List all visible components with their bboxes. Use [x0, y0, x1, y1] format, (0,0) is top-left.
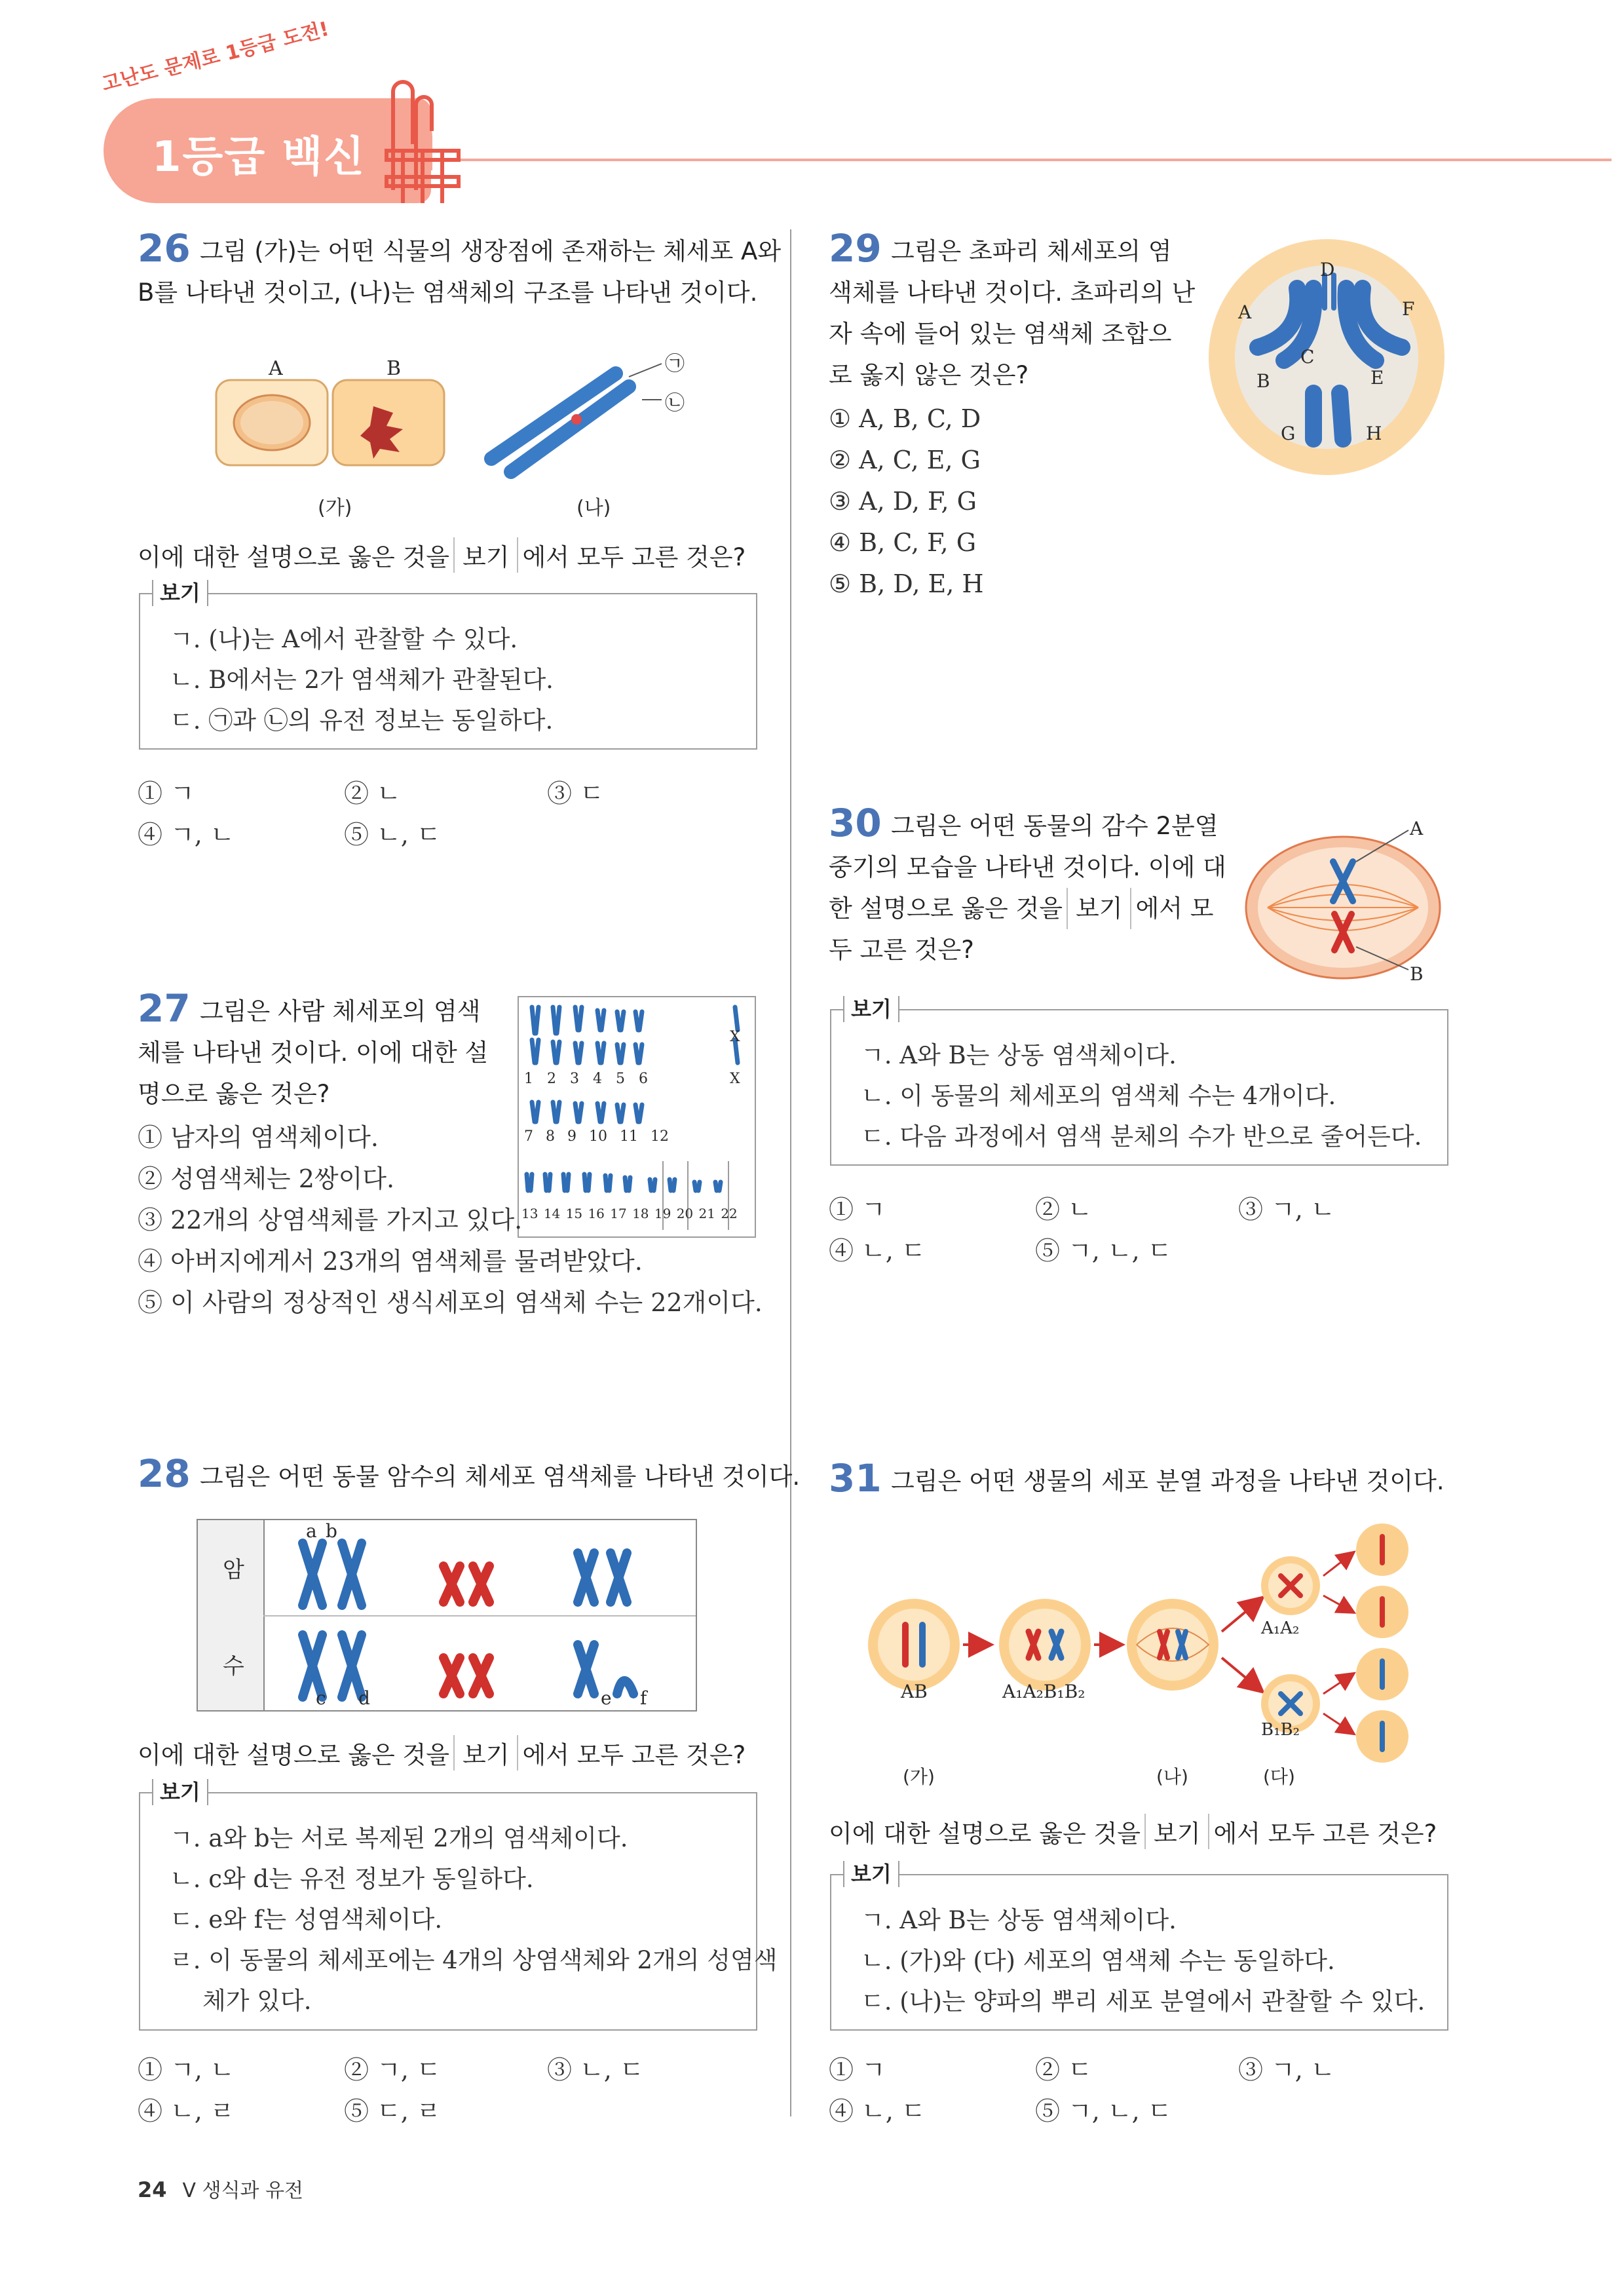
q31-fig-ab: AB: [901, 1681, 928, 1702]
q29-fig-f: F: [1402, 298, 1415, 320]
q28-figure: [197, 1519, 697, 1712]
q29-fig-b: B: [1256, 370, 1270, 392]
q27-line-3: 명으로 옳은 것은?: [138, 1080, 330, 1108]
karyo-num: 16: [588, 1206, 605, 1221]
q27-karyotype-chromosomes: [519, 997, 755, 1236]
karyo-num: 4: [593, 1071, 602, 1087]
q28-prompt: [138, 1735, 746, 1770]
karyo-num: 2: [547, 1071, 556, 1087]
q31-fig-na: (나): [1156, 1766, 1188, 1788]
q28-label-c: c: [316, 1687, 326, 1709]
q29-option-1[interactable]: ① A, B, C, D: [829, 404, 981, 433]
q30-item-2: ㄴ. 이 동물의 체세포의 염색체 수는 4개이다.: [861, 1082, 1336, 1110]
q31-option-1[interactable]: ① ㄱ: [829, 2056, 886, 2084]
q28-row-male: 수: [223, 1653, 244, 1679]
q30-line-4: 두 고른 것은?: [829, 936, 974, 964]
q30-line-3-box: 보기: [1067, 888, 1131, 929]
karyo-num: 13: [521, 1206, 538, 1221]
q28-label-f: f: [640, 1687, 647, 1709]
q28-label-d: d: [358, 1687, 370, 1709]
q29-fig-c: C: [1300, 346, 1315, 368]
q28-label-e: e: [601, 1687, 612, 1709]
q28-bogi-label: 보기: [152, 1779, 208, 1805]
q30-line-3: [829, 888, 1213, 929]
q29-line-3: 자 속에 들어 있는 염색체 조합으: [829, 320, 1172, 348]
q26-mark-2: ㉡: [665, 392, 685, 415]
q31-bogi-label: 보기: [843, 1861, 899, 1887]
q28-item-3: ㄷ. e와 f는 성염색체이다.: [170, 1905, 443, 1934]
q30-figure: [1241, 822, 1451, 986]
q27-option-1[interactable]: ① 남자의 염색체이다.: [138, 1123, 379, 1152]
q29-option-4[interactable]: ④ B, C, F, G: [829, 528, 977, 557]
q28-option-5[interactable]: ⑤ ㄷ, ㄹ: [344, 2097, 441, 2126]
q31-fig-ga: (가): [903, 1766, 935, 1788]
q27-karyo-row1-numbers: [524, 1071, 648, 1087]
q29-option-2[interactable]: ② A, C, E, G: [829, 446, 981, 474]
q29-fig-a: A: [1238, 301, 1252, 323]
q27-option-2[interactable]: ② 성염색체는 2쌍이다.: [138, 1164, 395, 1193]
q31-number: 31: [829, 1456, 882, 1501]
q26-item-1: ㄱ. (나)는 A에서 관찰할 수 있다.: [170, 625, 518, 653]
q29-line-4: 로 옳지 않은 것은?: [829, 361, 1029, 389]
q30-line-3-pre: 한 설명으로 옳은 것을: [829, 894, 1063, 923]
q27-option-4[interactable]: ④ 아버지에게서 23개의 염색체를 물려받았다.: [138, 1247, 643, 1276]
karyo-num: 1: [524, 1071, 533, 1087]
q29-fig-d: D: [1320, 259, 1335, 280]
q28-prompt-post: 에서 모두 고른 것은?: [522, 1741, 746, 1769]
q26-option-4[interactable]: ④ ㄱ, ㄴ: [138, 820, 235, 849]
q30-number: 30: [829, 801, 882, 845]
q26-prompt-pre: 이에 대한 설명으로 옳은 것을: [138, 543, 449, 571]
q27-karyo-x2: X: [730, 1071, 740, 1087]
header-title: 1등급 백신: [152, 133, 366, 182]
q30-option-5[interactable]: ⑤ ㄱ, ㄴ, ㄷ: [1035, 1236, 1172, 1265]
q28-bogi-box: [139, 1780, 778, 2031]
q28-item-2: ㄴ. c와 d는 유전 정보가 동일하다.: [170, 1865, 534, 1893]
q29-option-3[interactable]: ③ A, D, F, G: [829, 487, 977, 516]
q27-karyo-x1: X: [730, 1029, 740, 1045]
karyo-num: 12: [651, 1128, 669, 1145]
karyo-num: 14: [543, 1206, 561, 1221]
karyo-num: 11: [620, 1128, 638, 1145]
q28-line-1: 그림은 어떤 동물 암수의 체세포 염색체를 나타낸 것이다.: [200, 1463, 801, 1491]
q26-line-1: 그림 (가)는 어떤 식물의 생장점에 존재하는 체세포 A와: [200, 237, 782, 265]
q26-item-3: ㄷ. ㉠과 ㉡의 유전 정보는 동일하다.: [170, 706, 554, 735]
q31-item-3: ㄷ. (나)는 양파의 뿌리 세포 분열에서 관찰할 수 있다.: [861, 1987, 1426, 2016]
q26-label-na: (나): [576, 497, 611, 520]
q27-line-2: 체를 나타낸 것이다. 이에 대한 설: [138, 1039, 489, 1067]
test-tube-icon: [367, 66, 478, 210]
q29-number: 29: [829, 226, 882, 271]
q26-label-b: B: [387, 357, 402, 380]
q26-prompt: [138, 537, 746, 573]
header-rule: [419, 159, 1612, 161]
q31-prompt: [829, 1814, 1437, 1849]
karyo-num: 9: [567, 1128, 576, 1145]
chapter-title: V 생식과 유전: [182, 2179, 304, 2202]
q26-option-1[interactable]: ① ㄱ: [138, 779, 195, 808]
q28-prompt-pre: 이에 대한 설명으로 옳은 것을: [138, 1741, 449, 1769]
q26-prompt-post: 에서 모두 고른 것은?: [522, 543, 746, 571]
page-number: 24: [138, 2177, 167, 2202]
q26-option-2[interactable]: ② ㄴ: [344, 779, 401, 808]
q30-bogi-label: 보기: [843, 996, 899, 1022]
q29-fig-h: H: [1366, 423, 1382, 444]
q28-chromosomes: [263, 1520, 696, 1710]
q27-line-1: 그림은 사람 체세포의 염색: [200, 997, 481, 1025]
q28-option-1[interactable]: ① ㄱ, ㄴ: [138, 2056, 235, 2084]
q31-prompt-box: 보기: [1144, 1814, 1209, 1849]
q26-label-a: A: [269, 357, 283, 380]
q27-option-3[interactable]: ③ 22개의 상염색체를 가지고 있다.: [138, 1206, 523, 1234]
karyo-num: 21: [698, 1206, 715, 1221]
q31-fig-b1b2: B₁B₂: [1261, 1720, 1300, 1740]
q29-line-1: 그림은 초파리 체세포의 염: [891, 237, 1172, 265]
q26-number: 26: [138, 226, 191, 271]
q27-karyotype: [518, 996, 756, 1238]
q26-bogi-label: 보기: [152, 580, 208, 606]
q26-label-ga: (가): [318, 497, 352, 520]
q26-line-2: B를 나타낸 것이고, (나)는 염색체의 구조를 나타낸 것이다.: [138, 278, 758, 307]
q31-prompt-pre: 이에 대한 설명으로 옳은 것을: [829, 1820, 1141, 1848]
q31-option-5[interactable]: ⑤ ㄱ, ㄴ, ㄷ: [1035, 2097, 1172, 2126]
q30-item-3: ㄷ. 다음 과정에서 염색 분체의 수가 반으로 줄어든다.: [861, 1122, 1422, 1151]
q31-item-1: ㄱ. A와 B는 상동 염색체이다.: [861, 1906, 1177, 1934]
column-divider: [790, 229, 791, 2116]
q26-bogi-box: [139, 581, 757, 750]
q28-option-2[interactable]: ② ㄱ, ㄷ: [344, 2056, 441, 2084]
q26-prompt-box: 보기: [453, 537, 518, 573]
q30-option-2[interactable]: ② ㄴ: [1035, 1195, 1092, 1224]
q31-option-2[interactable]: ② ㄷ: [1035, 2056, 1092, 2084]
q28-option-3[interactable]: ③ ㄴ, ㄷ: [547, 2056, 644, 2084]
q28-label-b: b: [326, 1520, 337, 1542]
karyo-num: 8: [546, 1128, 555, 1145]
q30-item-1: ㄱ. A와 B는 상동 염색체이다.: [861, 1041, 1177, 1069]
q30-bogi-box: [830, 997, 1448, 1166]
q26-figure: [210, 347, 708, 518]
q31-prompt-post: 에서 모두 고른 것은?: [1213, 1820, 1437, 1848]
karyo-num: 15: [565, 1206, 583, 1221]
q29-fig-g: G: [1281, 423, 1296, 444]
q27-option-5[interactable]: ⑤ 이 사람의 정상적인 생식세포의 염색체 수는 22개이다.: [138, 1288, 763, 1317]
q30-line-3-post: 에서 모: [1135, 894, 1214, 923]
q30-fig-a: A: [1410, 818, 1424, 839]
karyo-num: 5: [616, 1071, 625, 1087]
page-footer: [138, 2174, 303, 2203]
q30-line-1: 그림은 어떤 동물의 감수 2분열: [891, 812, 1218, 840]
karyo-num: 22: [721, 1206, 738, 1221]
q28-row-female: 암: [223, 1557, 244, 1583]
q29-option-5[interactable]: ⑤ B, D, E, H: [829, 569, 984, 598]
q31-line-1: 그림은 어떤 생물의 세포 분열 과정을 나타낸 것이다.: [891, 1467, 1445, 1495]
q31-figure: [865, 1514, 1428, 1763]
q26-mark-1: ㉠: [665, 353, 685, 375]
q31-option-3[interactable]: ③ ㄱ, ㄴ: [1238, 2056, 1335, 2084]
q28-prompt-box: 보기: [453, 1735, 518, 1770]
q27-number: 27: [138, 986, 191, 1031]
q26-option-5[interactable]: ⑤ ㄴ, ㄷ: [344, 820, 441, 849]
q28-item-1: ㄱ. a와 b는 서로 복제된 2개의 염색체이다.: [170, 1824, 628, 1852]
q31-fig-da: (다): [1263, 1766, 1295, 1788]
q30-line-2: 중기의 모습을 나타낸 것이다. 이에 대: [829, 853, 1226, 881]
karyo-num: 10: [589, 1128, 607, 1145]
q26-option-3[interactable]: ③ ㄷ: [547, 779, 604, 808]
karyo-num: 6: [639, 1071, 648, 1087]
q31-option-4[interactable]: ④ ㄴ, ㄷ: [829, 2097, 926, 2126]
q30-option-3[interactable]: ③ ㄱ, ㄴ: [1238, 1195, 1335, 1224]
q30-fig-b: B: [1410, 963, 1424, 985]
q29-line-2: 색체를 나타낸 것이다. 초파리의 난: [829, 278, 1196, 307]
q30-option-1[interactable]: ① ㄱ: [829, 1195, 886, 1224]
q26-item-2: ㄴ. B에서는 2가 염색체가 관찰된다.: [170, 666, 554, 694]
q30-option-4[interactable]: ④ ㄴ, ㄷ: [829, 1236, 926, 1265]
q28-label-a: a: [306, 1520, 317, 1542]
q31-item-2: ㄴ. (가)와 (다) 세포의 염색체 수는 동일하다.: [861, 1947, 1335, 1975]
karyo-num: 20: [676, 1206, 694, 1221]
q27-karyo-row2-numbers: [524, 1128, 669, 1145]
q28-item-4-cont: 체가 있다.: [202, 1987, 312, 2015]
karyo-num: 3: [570, 1071, 579, 1087]
q28-option-4[interactable]: ④ ㄴ, ㄹ: [138, 2097, 235, 2126]
karyo-num: 17: [610, 1206, 627, 1221]
q31-fig-a1a2: A₁A₂: [1261, 1618, 1300, 1638]
karyo-num: 7: [524, 1128, 533, 1145]
q28-item-4: ㄹ. 이 동물의 체세포에는 4개의 상염색체와 2개의 성염색: [170, 1946, 778, 1974]
q29-fig-e: E: [1370, 367, 1384, 389]
karyo-num: 19: [654, 1206, 671, 1221]
q27-karyo-row3-numbers: [521, 1206, 738, 1221]
karyo-num: 18: [632, 1206, 649, 1221]
q31-fig-a1a2b1b2: A₁A₂B₁B₂: [1002, 1681, 1086, 1702]
q28-number: 28: [138, 1451, 191, 1496]
header-subtitle: 고난도 문제로 1등급 도전!: [99, 17, 331, 96]
q31-bogi-box: [830, 1862, 1448, 2031]
